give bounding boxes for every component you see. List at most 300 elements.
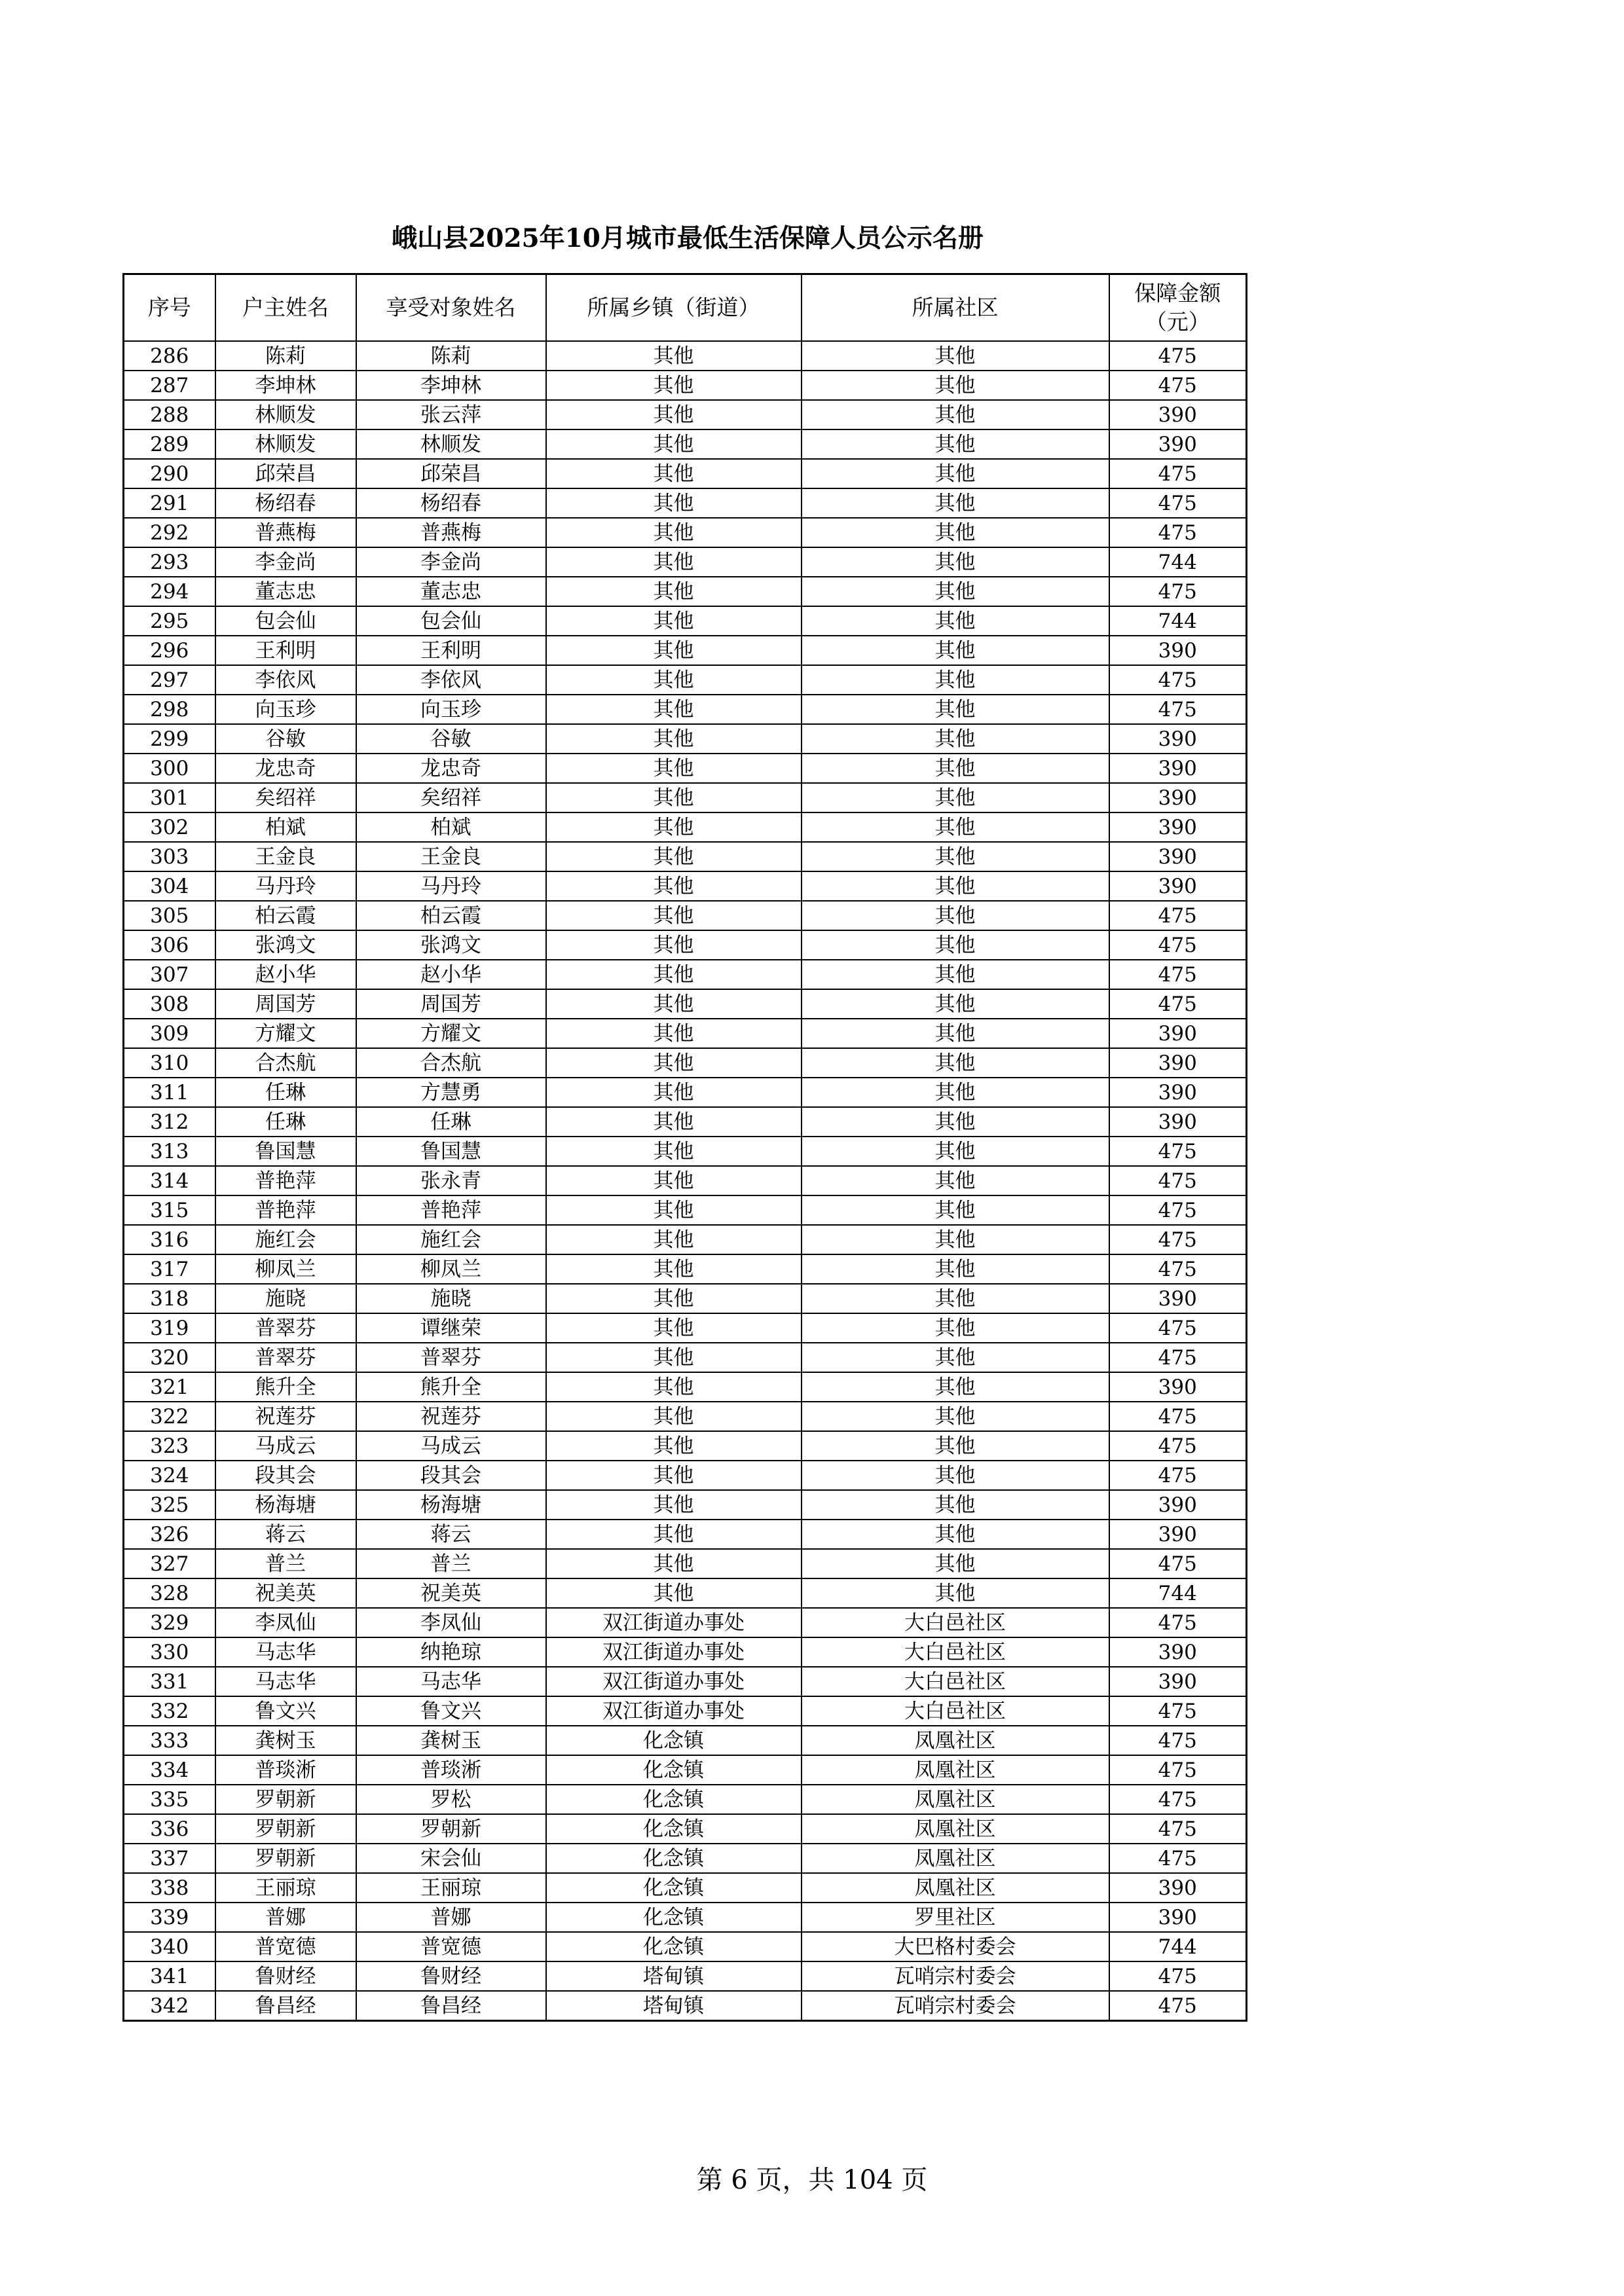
cell-serial: 300 (124, 754, 215, 783)
cell-amount: 475 (1109, 901, 1247, 930)
cell-township: 其他 (546, 400, 802, 429)
cell-householder: 李依风 (215, 665, 356, 695)
cell-serial: 332 (124, 1696, 215, 1726)
cell-amount: 390 (1109, 1520, 1247, 1549)
table-row (124, 606, 1247, 636)
cell-township: 其他 (546, 1019, 802, 1048)
cell-township: 其他 (546, 1431, 802, 1461)
table-row (124, 371, 1247, 400)
cell-township: 其他 (546, 1343, 802, 1372)
cell-amount: 475 (1109, 1225, 1247, 1254)
cell-amount: 475 (1109, 1431, 1247, 1461)
cell-township: 化念镇 (546, 1903, 802, 1932)
cell-beneficiary: 李坤林 (356, 371, 546, 400)
document-title: 峨山县2025年10月城市最低生活保障人员公示名册 (392, 223, 984, 253)
table-row (124, 636, 1247, 665)
cell-community: 大巴格村委会 (802, 1932, 1109, 1961)
cell-township: 化念镇 (546, 1844, 802, 1873)
cell-beneficiary: 罗朝新 (356, 1814, 546, 1844)
cell-serial: 336 (124, 1814, 215, 1844)
cell-community: 其他 (802, 1019, 1109, 1048)
table-row (124, 341, 1247, 371)
cell-beneficiary: 龚树玉 (356, 1726, 546, 1755)
cell-township: 其他 (546, 429, 802, 459)
cell-beneficiary: 杨绍春 (356, 488, 546, 518)
table-row (124, 547, 1247, 577)
cell-beneficiary: 邱荣昌 (356, 459, 546, 488)
cell-serial: 299 (124, 724, 215, 754)
cell-beneficiary: 周国芳 (356, 989, 546, 1019)
table-row (124, 1608, 1247, 1637)
cell-amount: 390 (1109, 871, 1247, 901)
cell-beneficiary: 宋会仙 (356, 1844, 546, 1873)
header-township: 所属乡镇（街道） (546, 274, 802, 342)
cell-amount: 390 (1109, 400, 1247, 429)
cell-beneficiary: 谷敏 (356, 724, 546, 754)
cell-township: 其他 (546, 812, 802, 842)
cell-serial: 335 (124, 1785, 215, 1814)
cell-serial: 318 (124, 1284, 215, 1313)
table-row (124, 665, 1247, 695)
cell-beneficiary: 杨海塘 (356, 1490, 546, 1520)
cell-beneficiary: 林顺发 (356, 429, 546, 459)
cell-amount: 475 (1109, 488, 1247, 518)
table-row (124, 1254, 1247, 1284)
cell-community: 其他 (802, 1402, 1109, 1431)
table-row (124, 1372, 1247, 1402)
cell-amount: 475 (1109, 1814, 1247, 1844)
table-header-row (124, 274, 1247, 342)
table-row (124, 1844, 1247, 1873)
cell-beneficiary: 李金尚 (356, 547, 546, 577)
cell-community: 其他 (802, 1048, 1109, 1078)
cell-township: 其他 (546, 665, 802, 695)
cell-township: 其他 (546, 371, 802, 400)
cell-serial: 324 (124, 1461, 215, 1490)
cell-community: 其他 (802, 1520, 1109, 1549)
cell-amount: 390 (1109, 1078, 1247, 1107)
cell-township: 化念镇 (546, 1814, 802, 1844)
cell-township: 其他 (546, 518, 802, 547)
cell-amount: 475 (1109, 1844, 1247, 1873)
cell-amount: 475 (1109, 989, 1247, 1019)
cell-beneficiary: 马成云 (356, 1431, 546, 1461)
cell-serial: 301 (124, 783, 215, 812)
cell-community: 其他 (802, 1431, 1109, 1461)
cell-township: 双江街道办事处 (546, 1637, 802, 1667)
table-row (124, 400, 1247, 429)
table-row (124, 1225, 1247, 1254)
cell-amount: 475 (1109, 1755, 1247, 1785)
table-row (124, 871, 1247, 901)
cell-householder: 杨绍春 (215, 488, 356, 518)
table-row (124, 577, 1247, 606)
cell-householder: 普琰淅 (215, 1755, 356, 1785)
cell-amount: 475 (1109, 1461, 1247, 1490)
table-row (124, 1137, 1247, 1166)
cell-township: 塔甸镇 (546, 1991, 802, 2021)
cell-community: 凤凰社区 (802, 1755, 1109, 1785)
cell-amount: 475 (1109, 1549, 1247, 1578)
cell-beneficiary: 李凤仙 (356, 1608, 546, 1637)
cell-township: 其他 (546, 488, 802, 518)
cell-township: 其他 (546, 1520, 802, 1549)
cell-amount: 475 (1109, 577, 1247, 606)
cell-householder: 李金尚 (215, 547, 356, 577)
cell-township: 其他 (546, 341, 802, 371)
cell-householder: 段其会 (215, 1461, 356, 1490)
cell-serial: 306 (124, 930, 215, 960)
cell-serial: 307 (124, 960, 215, 989)
table-row (124, 1785, 1247, 1814)
cell-serial: 288 (124, 400, 215, 429)
table-row (124, 1107, 1247, 1137)
table-row (124, 1195, 1247, 1225)
recipients-table (122, 273, 1247, 2022)
cell-serial: 297 (124, 665, 215, 695)
table-row (124, 1755, 1247, 1785)
cell-serial: 322 (124, 1402, 215, 1431)
table-row (124, 1431, 1247, 1461)
cell-amount: 390 (1109, 783, 1247, 812)
cell-amount: 475 (1109, 371, 1247, 400)
cell-township: 其他 (546, 930, 802, 960)
cell-amount: 390 (1109, 1490, 1247, 1520)
cell-householder: 矣绍祥 (215, 783, 356, 812)
cell-householder: 马志华 (215, 1637, 356, 1667)
cell-township: 其他 (546, 1166, 802, 1195)
cell-beneficiary: 张鸿文 (356, 930, 546, 960)
cell-beneficiary: 施晓 (356, 1284, 546, 1313)
table-row (124, 695, 1247, 724)
cell-serial: 333 (124, 1726, 215, 1755)
table-row (124, 1873, 1247, 1903)
cell-community: 其他 (802, 371, 1109, 400)
cell-amount: 475 (1109, 1166, 1247, 1195)
cell-beneficiary: 蒋云 (356, 1520, 546, 1549)
cell-householder: 王丽琼 (215, 1873, 356, 1903)
cell-amount: 475 (1109, 1726, 1247, 1755)
cell-community: 其他 (802, 1284, 1109, 1313)
cell-community: 其他 (802, 488, 1109, 518)
cell-serial: 334 (124, 1755, 215, 1785)
cell-beneficiary: 方耀文 (356, 1019, 546, 1048)
cell-township: 化念镇 (546, 1755, 802, 1785)
cell-community: 其他 (802, 400, 1109, 429)
cell-householder: 普艳萍 (215, 1195, 356, 1225)
cell-beneficiary: 赵小华 (356, 960, 546, 989)
cell-community: 其他 (802, 606, 1109, 636)
cell-beneficiary: 纳艳琼 (356, 1637, 546, 1667)
cell-amount: 475 (1109, 518, 1247, 547)
cell-township: 其他 (546, 577, 802, 606)
cell-serial: 293 (124, 547, 215, 577)
cell-amount: 390 (1109, 1372, 1247, 1402)
cell-serial: 296 (124, 636, 215, 665)
cell-serial: 328 (124, 1578, 215, 1608)
table-row (124, 1402, 1247, 1431)
cell-township: 其他 (546, 547, 802, 577)
cell-amount: 390 (1109, 1903, 1247, 1932)
cell-beneficiary: 鲁昌经 (356, 1991, 546, 2021)
cell-serial: 315 (124, 1195, 215, 1225)
cell-householder: 鲁国慧 (215, 1137, 356, 1166)
cell-township: 其他 (546, 1048, 802, 1078)
cell-householder: 普燕梅 (215, 518, 356, 547)
cell-beneficiary: 柏云霞 (356, 901, 546, 930)
cell-serial: 295 (124, 606, 215, 636)
cell-serial: 316 (124, 1225, 215, 1254)
cell-community: 大白邑社区 (802, 1667, 1109, 1696)
cell-beneficiary: 罗松 (356, 1785, 546, 1814)
cell-community: 其他 (802, 1490, 1109, 1520)
cell-community: 凤凰社区 (802, 1785, 1109, 1814)
cell-householder: 合杰航 (215, 1048, 356, 1078)
cell-community: 其他 (802, 901, 1109, 930)
table-row (124, 1284, 1247, 1313)
cell-community: 其他 (802, 812, 1109, 842)
cell-beneficiary: 马丹玲 (356, 871, 546, 901)
cell-community: 其他 (802, 724, 1109, 754)
table-row (124, 1166, 1247, 1195)
cell-beneficiary: 柏斌 (356, 812, 546, 842)
cell-beneficiary: 谭继荣 (356, 1313, 546, 1343)
cell-serial: 317 (124, 1254, 215, 1284)
cell-householder: 方耀文 (215, 1019, 356, 1048)
cell-householder: 罗朝新 (215, 1814, 356, 1844)
cell-amount: 475 (1109, 960, 1247, 989)
cell-beneficiary: 矣绍祥 (356, 783, 546, 812)
cell-serial: 311 (124, 1078, 215, 1107)
cell-community: 凤凰社区 (802, 1844, 1109, 1873)
cell-township: 其他 (546, 1461, 802, 1490)
cell-amount: 475 (1109, 1608, 1247, 1637)
cell-township: 其他 (546, 1195, 802, 1225)
cell-beneficiary: 普翠芬 (356, 1343, 546, 1372)
cell-householder: 柏云霞 (215, 901, 356, 930)
cell-amount: 390 (1109, 1048, 1247, 1078)
cell-serial: 340 (124, 1932, 215, 1961)
cell-amount: 390 (1109, 1107, 1247, 1137)
header-serial: 序号 (124, 274, 215, 342)
table-row (124, 724, 1247, 754)
cell-householder: 祝莲芬 (215, 1402, 356, 1431)
cell-beneficiary: 鲁财经 (356, 1961, 546, 1991)
cell-householder: 普娜 (215, 1903, 356, 1932)
cell-householder: 施红会 (215, 1225, 356, 1254)
table-row (124, 1667, 1247, 1696)
cell-community: 其他 (802, 1461, 1109, 1490)
cell-community: 罗里社区 (802, 1903, 1109, 1932)
cell-township: 双江街道办事处 (546, 1667, 802, 1696)
cell-beneficiary: 方慧勇 (356, 1078, 546, 1107)
cell-amount: 390 (1109, 1284, 1247, 1313)
table-row (124, 754, 1247, 783)
cell-community: 其他 (802, 1313, 1109, 1343)
cell-beneficiary: 鲁国慧 (356, 1137, 546, 1166)
header-community: 所属社区 (802, 274, 1109, 342)
cell-amount: 475 (1109, 1343, 1247, 1372)
cell-serial: 325 (124, 1490, 215, 1520)
cell-township: 其他 (546, 1284, 802, 1313)
cell-amount: 390 (1109, 724, 1247, 754)
cell-township: 其他 (546, 1549, 802, 1578)
cell-amount: 475 (1109, 1785, 1247, 1814)
cell-amount: 744 (1109, 606, 1247, 636)
cell-serial: 290 (124, 459, 215, 488)
cell-township: 其他 (546, 1254, 802, 1284)
cell-community: 其他 (802, 1166, 1109, 1195)
cell-amount: 390 (1109, 1637, 1247, 1667)
cell-township: 其他 (546, 783, 802, 812)
table-row (124, 1343, 1247, 1372)
cell-beneficiary: 王利明 (356, 636, 546, 665)
cell-amount: 475 (1109, 1313, 1247, 1343)
cell-township: 其他 (546, 1137, 802, 1166)
cell-amount: 475 (1109, 1254, 1247, 1284)
cell-beneficiary: 普琰淅 (356, 1755, 546, 1785)
cell-householder: 任琳 (215, 1078, 356, 1107)
cell-township: 其他 (546, 1313, 802, 1343)
cell-householder: 王利明 (215, 636, 356, 665)
cell-beneficiary: 合杰航 (356, 1048, 546, 1078)
cell-amount: 390 (1109, 812, 1247, 842)
cell-serial: 312 (124, 1107, 215, 1137)
cell-serial: 305 (124, 901, 215, 930)
cell-amount: 475 (1109, 1402, 1247, 1431)
cell-township: 化念镇 (546, 1873, 802, 1903)
table-row (124, 1637, 1247, 1667)
cell-householder: 董志忠 (215, 577, 356, 606)
cell-amount: 390 (1109, 1019, 1247, 1048)
table-row (124, 1461, 1247, 1490)
cell-township: 化念镇 (546, 1932, 802, 1961)
cell-community: 其他 (802, 518, 1109, 547)
cell-serial: 323 (124, 1431, 215, 1461)
cell-community: 凤凰社区 (802, 1726, 1109, 1755)
cell-beneficiary: 包会仙 (356, 606, 546, 636)
cell-householder: 陈莉 (215, 341, 356, 371)
table-row (124, 1520, 1247, 1549)
cell-community: 其他 (802, 960, 1109, 989)
table-row (124, 901, 1247, 930)
cell-amount: 390 (1109, 429, 1247, 459)
cell-householder: 赵小华 (215, 960, 356, 989)
cell-beneficiary: 向玉珍 (356, 695, 546, 724)
cell-community: 瓦哨宗村委会 (802, 1961, 1109, 1991)
cell-householder: 包会仙 (215, 606, 356, 636)
cell-community: 大白邑社区 (802, 1696, 1109, 1726)
cell-householder: 蒋云 (215, 1520, 356, 1549)
table-row (124, 1961, 1247, 1991)
cell-township: 其他 (546, 1490, 802, 1520)
cell-householder: 柳凤兰 (215, 1254, 356, 1284)
cell-householder: 周国芳 (215, 989, 356, 1019)
cell-community: 其他 (802, 1343, 1109, 1372)
cell-beneficiary: 普娜 (356, 1903, 546, 1932)
table-row (124, 1019, 1247, 1048)
cell-beneficiary: 普燕梅 (356, 518, 546, 547)
cell-beneficiary: 鲁文兴 (356, 1696, 546, 1726)
cell-community: 瓦哨宗村委会 (802, 1991, 1109, 2021)
cell-amount: 390 (1109, 754, 1247, 783)
table-row (124, 1696, 1247, 1726)
cell-serial: 309 (124, 1019, 215, 1048)
cell-serial: 339 (124, 1903, 215, 1932)
table-row (124, 930, 1247, 960)
cell-township: 其他 (546, 754, 802, 783)
cell-serial: 337 (124, 1844, 215, 1873)
cell-community: 其他 (802, 1578, 1109, 1608)
cell-community: 其他 (802, 783, 1109, 812)
cell-beneficiary: 祝美英 (356, 1578, 546, 1608)
cell-community: 其他 (802, 429, 1109, 459)
cell-community: 凤凰社区 (802, 1814, 1109, 1844)
cell-community: 其他 (802, 1137, 1109, 1166)
cell-householder: 马丹玲 (215, 871, 356, 901)
cell-householder: 普翠芬 (215, 1313, 356, 1343)
table-row (124, 989, 1247, 1019)
cell-community: 其他 (802, 695, 1109, 724)
cell-community: 大白邑社区 (802, 1608, 1109, 1637)
table-row (124, 1490, 1247, 1520)
table-row (124, 1903, 1247, 1932)
cell-township: 双江街道办事处 (546, 1696, 802, 1726)
cell-community: 其他 (802, 1078, 1109, 1107)
cell-amount: 475 (1109, 665, 1247, 695)
cell-householder: 向玉珍 (215, 695, 356, 724)
cell-serial: 292 (124, 518, 215, 547)
cell-householder: 马成云 (215, 1431, 356, 1461)
cell-householder: 鲁财经 (215, 1961, 356, 1991)
cell-amount: 475 (1109, 1137, 1247, 1166)
header-beneficiary: 享受对象姓名 (356, 274, 546, 342)
cell-serial: 291 (124, 488, 215, 518)
cell-township: 其他 (546, 1078, 802, 1107)
cell-serial: 294 (124, 577, 215, 606)
cell-householder: 李凤仙 (215, 1608, 356, 1637)
cell-serial: 330 (124, 1637, 215, 1667)
cell-community: 其他 (802, 547, 1109, 577)
cell-serial: 303 (124, 842, 215, 871)
cell-householder: 龙忠奇 (215, 754, 356, 783)
table-row (124, 1078, 1247, 1107)
table-row (124, 1549, 1247, 1578)
cell-amount: 475 (1109, 695, 1247, 724)
table-row (124, 518, 1247, 547)
cell-householder: 邱荣昌 (215, 459, 356, 488)
table-row (124, 812, 1247, 842)
table-row (124, 783, 1247, 812)
cell-community: 其他 (802, 871, 1109, 901)
cell-community: 其他 (802, 636, 1109, 665)
cell-serial: 286 (124, 341, 215, 371)
cell-householder: 鲁文兴 (215, 1696, 356, 1726)
cell-township: 其他 (546, 960, 802, 989)
cell-amount: 475 (1109, 341, 1247, 371)
cell-beneficiary: 张云萍 (356, 400, 546, 429)
cell-householder: 林顺发 (215, 400, 356, 429)
cell-serial: 310 (124, 1048, 215, 1078)
cell-householder: 龚树玉 (215, 1726, 356, 1755)
cell-serial: 329 (124, 1608, 215, 1637)
table-row (124, 429, 1247, 459)
cell-beneficiary: 马志华 (356, 1667, 546, 1696)
cell-serial: 319 (124, 1313, 215, 1343)
cell-beneficiary: 普宽德 (356, 1932, 546, 1961)
cell-serial: 331 (124, 1667, 215, 1696)
cell-serial: 313 (124, 1137, 215, 1166)
